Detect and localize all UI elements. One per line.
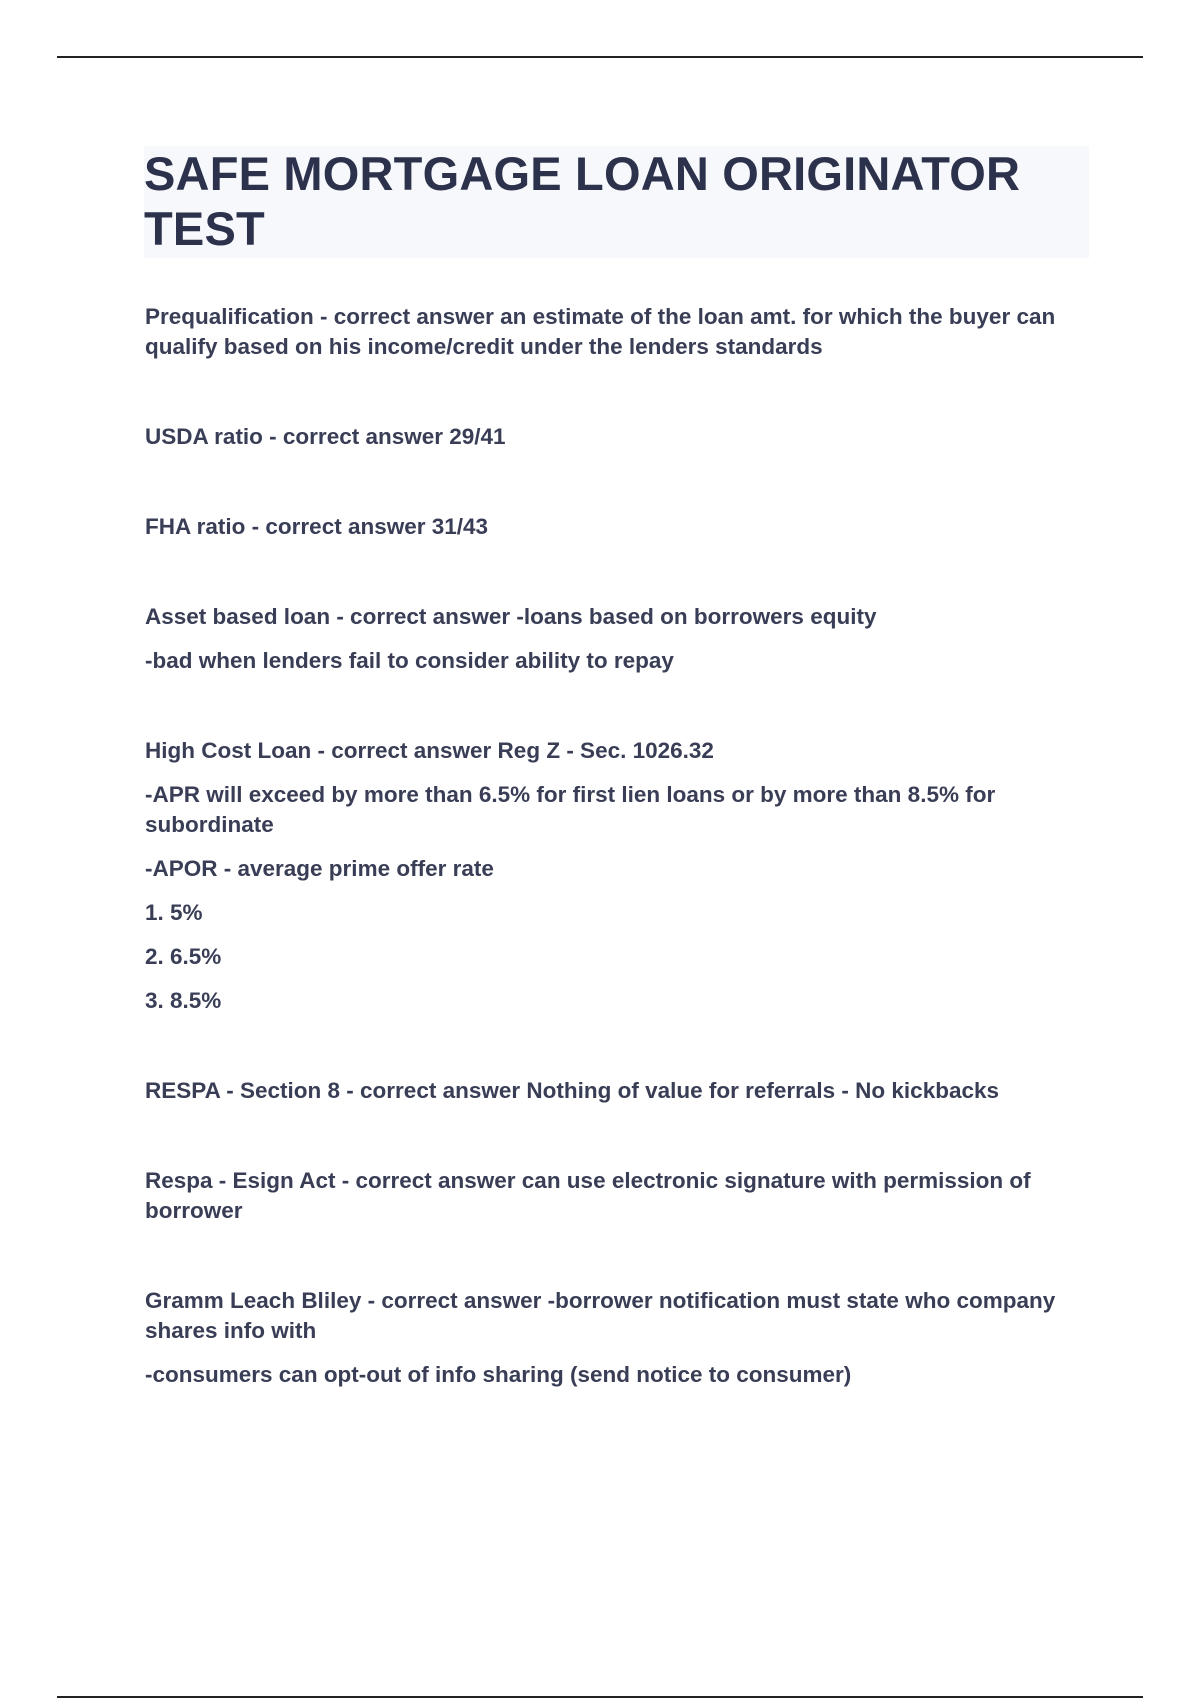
qa-line: FHA ratio - correct answer 31/43 [145,514,489,539]
qa-item-prequalification [145,302,1089,362]
qa-line: 2. 6.5% [145,944,222,969]
qa-item-high-cost-loan [145,736,1089,1016]
qa-item-usda-ratio [145,422,1089,452]
qa-list [145,302,1089,1390]
qa-line: -consumers can opt-out of info sharing (send notice to consumer) [145,1362,852,1387]
top-rule [57,56,1143,58]
qa-line: -APR will exceed by more than 6.5% for first lien loans or by more than 8.5% for subordinate [145,782,996,837]
qa-item-gramm-leach-bliley [145,1286,1089,1390]
qa-item-respa-section-8 [145,1076,1089,1106]
document-body [145,146,1089,1450]
qa-line: Respa - Esign Act - correct answer can use electronic signature with permission of borrower [145,1168,1031,1223]
qa-line: Asset based loan - correct answer -loans based on borrowers equity [145,604,877,629]
qa-line: -APOR - average prime offer rate [145,856,494,881]
qa-item-respa-esign-act [145,1166,1089,1226]
qa-line: 3. 8.5% [145,988,222,1013]
bottom-rule [57,1696,1143,1698]
page-title: SAFE MORTGAGE LOAN ORIGINATOR TEST [144,147,1021,255]
qa-line: USDA ratio - correct answer 29/41 [145,424,506,449]
qa-line: -bad when lenders fail to consider ability to repay [145,648,674,673]
qa-line: Gramm Leach Bliley - correct answer -borrower notification must state who company shares info with [145,1288,1056,1343]
qa-line: RESPA - Section 8 - correct answer Nothing of value for referrals - No kickbacks [145,1078,1000,1103]
qa-line: High Cost Loan - correct answer Reg Z - Sec. 1026.32 [145,738,714,763]
qa-line: 1. 5% [145,900,203,925]
title-block [144,146,1089,258]
qa-item-asset-based-loan [145,602,1089,676]
qa-line: Prequalification - correct answer an estimate of the loan amt. for which the buyer can qualify based on his income/credit under the lenders standards [145,304,1056,359]
qa-item-fha-ratio [145,512,1089,542]
